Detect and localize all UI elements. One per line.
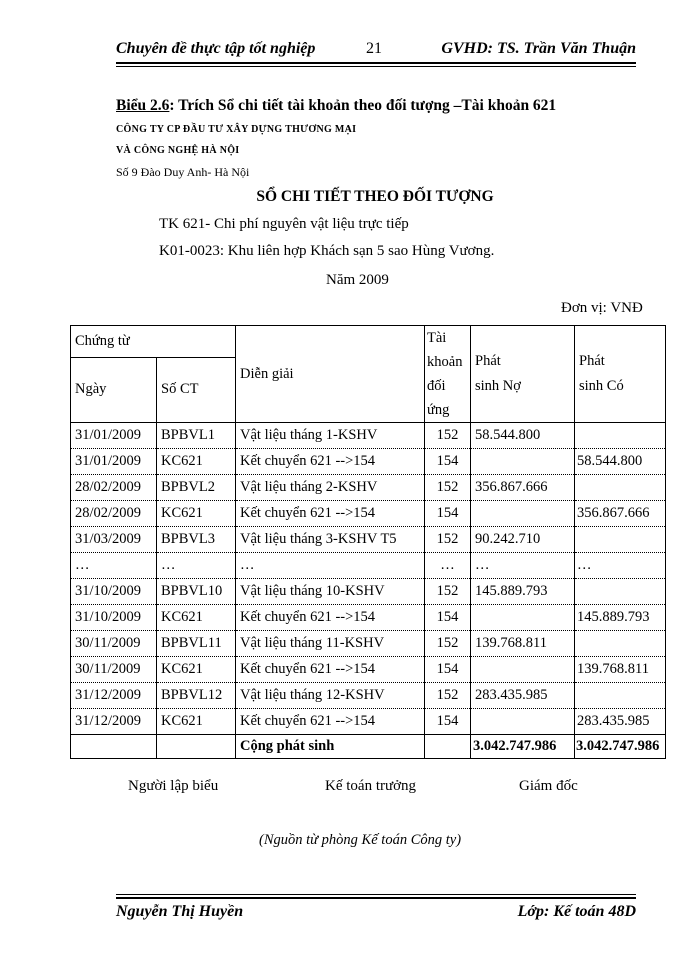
cell-account: 152 xyxy=(425,579,471,605)
signature-preparer: Người lập biểu xyxy=(128,778,219,794)
ledger-table xyxy=(70,325,666,759)
cell-credit: 356.867.666 xyxy=(575,501,666,527)
cell-date: 30/11/2009 xyxy=(71,631,157,657)
cell-date: 31/10/2009 xyxy=(71,605,157,631)
total-number xyxy=(157,735,236,759)
table-row xyxy=(71,553,666,579)
cell-debit xyxy=(471,501,575,527)
cell-date: 31/01/2009 xyxy=(71,423,157,449)
cell-credit: 283.435.985 xyxy=(575,709,666,735)
footer-rule xyxy=(116,897,636,899)
cell-number: KC621 xyxy=(157,709,236,735)
cell-debit: 283.435.985 xyxy=(471,683,575,709)
col-account-header xyxy=(425,326,471,423)
cell-number: BPBVL3 xyxy=(157,527,236,553)
table-row xyxy=(71,579,666,605)
ledger-object: K01-0023: Khu liên hợp Khách sạn 5 sao Hùng Vương. xyxy=(159,243,495,259)
col-account-header-l1: Tài xyxy=(427,330,447,346)
cell-account: 154 xyxy=(425,501,471,527)
cell-debit: 139.768.811 xyxy=(471,631,575,657)
col-account-header-l4: ứng xyxy=(427,402,450,418)
cell-description: … xyxy=(236,553,425,579)
cell-account: 154 xyxy=(425,657,471,683)
cell-account: 154 xyxy=(425,449,471,475)
cell-number: BPBVL2 xyxy=(157,475,236,501)
cell-date: 30/11/2009 xyxy=(71,657,157,683)
header-rule-thin xyxy=(116,66,636,67)
col-debit-header xyxy=(471,326,575,423)
total-account xyxy=(425,735,471,759)
table-row xyxy=(71,605,666,631)
total-date xyxy=(71,735,157,759)
cell-number: BPBVL1 xyxy=(157,423,236,449)
cell-description: Kết chuyển 621 -->154 xyxy=(236,449,425,475)
ledger-year: Năm 2009 xyxy=(326,272,389,288)
cell-account: 154 xyxy=(425,605,471,631)
caption-text: : Trích Sổ chi tiết tài khoản theo đối tượng –Tài khoản 621 xyxy=(169,97,557,114)
col-credit-header-l2: sinh Có xyxy=(579,378,624,394)
cell-credit: 145.889.793 xyxy=(575,605,666,631)
cell-description: Kết chuyển 621 -->154 xyxy=(236,657,425,683)
cell-description: Kết chuyển 621 -->154 xyxy=(236,709,425,735)
company-name-line2: VÀ CÔNG NGHỆ HÀ NỘI xyxy=(116,145,240,156)
col-number-header: Số CT xyxy=(157,357,236,422)
footer-author: Nguyễn Thị Huyền xyxy=(116,903,244,920)
cell-date: 31/10/2009 xyxy=(71,579,157,605)
total-credit: 3.042.747.986 xyxy=(575,735,666,759)
table-row xyxy=(71,501,666,527)
table-header-row xyxy=(71,326,666,358)
ledger-unit: Đơn vị: VNĐ xyxy=(561,300,643,316)
ledger-account: TK 621- Chi phí nguyên vật liệu trực tiếp xyxy=(159,216,409,232)
table-row xyxy=(71,527,666,553)
cell-date: 31/12/2009 xyxy=(71,709,157,735)
cell-description: Vật liệu tháng 2-KSHV xyxy=(236,475,425,501)
cell-number: BPBVL11 xyxy=(157,631,236,657)
table-row xyxy=(71,475,666,501)
source-note: (Nguồn từ phòng Kế toán Công ty) xyxy=(259,832,462,848)
col-debit-header-l2: sinh Nợ xyxy=(475,378,521,394)
cell-description: Vật liệu tháng 12-KSHV xyxy=(236,683,425,709)
cell-debit xyxy=(471,709,575,735)
cell-account: 152 xyxy=(425,475,471,501)
caption-label: Biểu 2.6 xyxy=(116,97,170,114)
cell-number: BPBVL10 xyxy=(157,579,236,605)
col-description-header: Diễn giải xyxy=(236,326,425,423)
cell-debit: 58.544.800 xyxy=(471,423,575,449)
header-title: Chuyên đề thực tập tốt nghiệp xyxy=(116,40,316,57)
figure-caption xyxy=(116,97,556,115)
ledger-body xyxy=(71,423,666,735)
cell-description: Vật liệu tháng 11-KSHV xyxy=(236,631,425,657)
company-address: Số 9 Đào Duy Anh- Hà Nội xyxy=(116,165,250,179)
cell-number: KC621 xyxy=(157,449,236,475)
cell-debit: 145.889.793 xyxy=(471,579,575,605)
cell-credit xyxy=(575,527,666,553)
cell-account: 152 xyxy=(425,631,471,657)
cell-credit: 139.768.811 xyxy=(575,657,666,683)
signature-chief-accountant: Kế toán trưởng xyxy=(325,778,417,794)
signature-director: Giám đốc xyxy=(519,778,578,794)
cell-date: 31/01/2009 xyxy=(71,449,157,475)
col-debit-header-l1: Phát xyxy=(475,353,501,369)
cell-description: Vật liệu tháng 1-KSHV xyxy=(236,423,425,449)
cell-description: Kết chuyển 621 -->154 xyxy=(236,605,425,631)
cell-credit xyxy=(575,683,666,709)
cell-debit xyxy=(471,605,575,631)
cell-account: 154 xyxy=(425,709,471,735)
cell-date: 28/02/2009 xyxy=(71,501,157,527)
footer-class: Lớp: Kế toán 48D xyxy=(517,903,636,920)
cell-description: Kết chuyển 621 -->154 xyxy=(236,501,425,527)
header-rule xyxy=(116,62,636,64)
col-credit-header xyxy=(575,326,666,423)
total-label: Cộng phát sinh xyxy=(236,735,425,759)
cell-date: 28/02/2009 xyxy=(71,475,157,501)
cell-credit xyxy=(575,579,666,605)
cell-number: BPBVL12 xyxy=(157,683,236,709)
table-row xyxy=(71,631,666,657)
total-row xyxy=(71,735,666,759)
col-voucher-header: Chứng từ xyxy=(71,326,236,358)
cell-debit: … xyxy=(471,553,575,579)
cell-credit: 58.544.800 xyxy=(575,449,666,475)
cell-number: KC621 xyxy=(157,657,236,683)
cell-date: 31/03/2009 xyxy=(71,527,157,553)
cell-number: … xyxy=(157,553,236,579)
cell-account: 152 xyxy=(425,683,471,709)
table-row xyxy=(71,709,666,735)
cell-debit xyxy=(471,449,575,475)
cell-number: KC621 xyxy=(157,605,236,631)
cell-number: KC621 xyxy=(157,501,236,527)
total-debit: 3.042.747.986 xyxy=(471,735,575,759)
cell-debit: 356.867.666 xyxy=(471,475,575,501)
table-row xyxy=(71,657,666,683)
company-name-line1: CÔNG TY CP ĐẦU TƯ XÂY DỰNG THƯƠNG MẠI xyxy=(116,124,357,135)
ledger-title: SỔ CHI TIẾT THEO ĐỐI TƯỢNG xyxy=(256,188,494,205)
cell-credit xyxy=(575,423,666,449)
cell-account: … xyxy=(425,553,471,579)
table-row xyxy=(71,449,666,475)
cell-date: … xyxy=(71,553,157,579)
cell-account: 152 xyxy=(425,423,471,449)
header-advisor: GVHD: TS. Trần Văn Thuận xyxy=(441,40,636,57)
table-row xyxy=(71,423,666,449)
table-row xyxy=(71,683,666,709)
cell-debit: 90.242.710 xyxy=(471,527,575,553)
cell-credit xyxy=(575,631,666,657)
cell-description: Vật liệu tháng 3-KSHV T5 xyxy=(236,527,425,553)
cell-date: 31/12/2009 xyxy=(71,683,157,709)
page-number: 21 xyxy=(366,40,382,57)
footer-rule-thin xyxy=(116,894,636,895)
cell-credit: … xyxy=(575,553,666,579)
col-date-header: Ngày xyxy=(71,357,157,422)
cell-account: 152 xyxy=(425,527,471,553)
col-credit-header-l1: Phát xyxy=(579,353,605,369)
col-account-header-l3: đối xyxy=(427,378,446,394)
col-account-header-l2: khoản xyxy=(427,354,463,370)
cell-description: Vật liệu tháng 10-KSHV xyxy=(236,579,425,605)
cell-debit xyxy=(471,657,575,683)
cell-credit xyxy=(575,475,666,501)
